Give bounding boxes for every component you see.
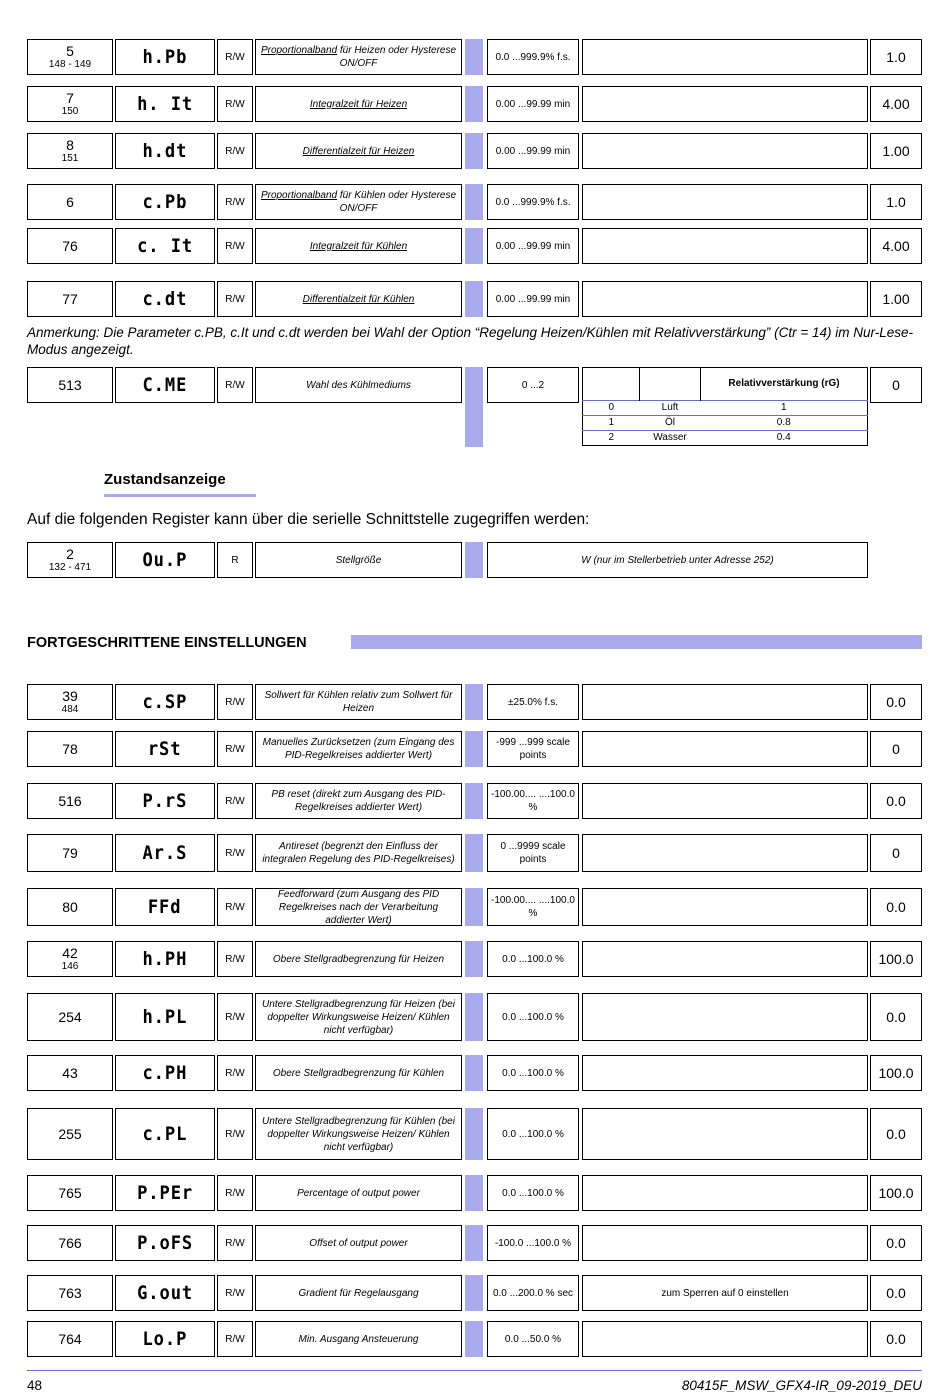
default-value: 0.0 bbox=[870, 684, 922, 720]
address-main: 255 bbox=[58, 1125, 82, 1142]
register-address bbox=[27, 1275, 113, 1311]
notes-cell bbox=[582, 281, 868, 317]
parameter-description: Untere Stellgradbegrenzung für Heizen (bei doppelter Wirkungsweise Heizen/ Kühlen nicht verfügbar) bbox=[255, 993, 462, 1041]
register-address bbox=[27, 993, 113, 1041]
parameter-description: Offset of output power bbox=[255, 1225, 462, 1261]
display-code bbox=[115, 228, 215, 264]
code-text: c.SP bbox=[142, 691, 188, 713]
default-value: 1.00 bbox=[870, 133, 922, 169]
notes-cell bbox=[582, 941, 868, 977]
table-row bbox=[583, 431, 868, 446]
display-code bbox=[115, 888, 215, 926]
default-value: 100.0 bbox=[870, 1055, 922, 1091]
value-range: 0 ...2 bbox=[487, 367, 579, 403]
address-main: 76 bbox=[62, 237, 78, 254]
description-underlined: Integralzeit für Kühlen bbox=[309, 240, 408, 252]
notes-cell bbox=[582, 888, 868, 926]
access-mode: R/W bbox=[217, 684, 253, 720]
notes-cell bbox=[582, 1175, 868, 1211]
register-address bbox=[27, 731, 113, 767]
access-mode: R/W bbox=[217, 228, 253, 264]
table-header: Relativverstärkung (rG) bbox=[701, 368, 868, 401]
value-range: 0.00 ...99.99 min bbox=[487, 133, 579, 169]
address-main: 77 bbox=[62, 290, 78, 307]
code-text: rSt bbox=[148, 738, 182, 760]
table-cell: 1 bbox=[780, 402, 787, 414]
address-main: 763 bbox=[58, 1284, 82, 1301]
code-text: FFd bbox=[148, 896, 182, 918]
code-text: h.PL bbox=[142, 1006, 188, 1028]
table-cell: Öl bbox=[665, 417, 675, 429]
address-main: 80 bbox=[62, 898, 78, 915]
parameter-description bbox=[255, 39, 462, 75]
parameter-description: Obere Stellgradbegrenzung für Kühlen bbox=[255, 1055, 462, 1091]
document-id: 80415F_MSW_GFX4-IR_09-2019_DEU bbox=[681, 1378, 922, 1393]
default-value: 100.0 bbox=[870, 1175, 922, 1211]
table-row bbox=[0, 941, 950, 977]
value-range: -100.00.... ....100.0 % bbox=[487, 888, 579, 926]
description-rest: für Heizen oder Hysterese ON/OFF bbox=[337, 45, 457, 69]
table-cell: Luft bbox=[661, 402, 679, 414]
address-sub: 148 - 149 bbox=[48, 59, 92, 70]
value-range: 0.0 ...100.0 % bbox=[487, 941, 579, 977]
code-text: h.dt bbox=[142, 140, 188, 162]
address-main: 513 bbox=[58, 376, 82, 393]
address-main: 6 bbox=[66, 193, 74, 210]
table-cell: 0.4 bbox=[776, 432, 791, 444]
access-mode: R/W bbox=[217, 1108, 253, 1160]
parameter-description: Sollwert für Kühlen relativ zum Sollwert für Heizen bbox=[255, 684, 462, 720]
code-text: Ou.P bbox=[142, 549, 188, 571]
notes-cell bbox=[582, 993, 868, 1041]
table-row bbox=[0, 1108, 950, 1160]
default-value: 0.0 bbox=[870, 1321, 922, 1357]
display-code bbox=[115, 39, 215, 75]
notes-cell bbox=[582, 783, 868, 819]
default-value: 0.0 bbox=[870, 993, 922, 1041]
access-mode: R/W bbox=[217, 1055, 253, 1091]
code-text: G.out bbox=[137, 1282, 193, 1304]
notes-cell bbox=[582, 1225, 868, 1261]
row-accent-bar bbox=[465, 731, 483, 767]
register-address bbox=[27, 228, 113, 264]
access-mode: R/W bbox=[217, 783, 253, 819]
register-address bbox=[27, 1225, 113, 1261]
row-accent-bar bbox=[465, 941, 483, 977]
row-accent-bar bbox=[465, 228, 483, 264]
register-address bbox=[27, 542, 113, 578]
row-accent-bar bbox=[465, 834, 483, 872]
default-value: 4.00 bbox=[870, 86, 922, 122]
code-text: P.oFS bbox=[137, 1232, 193, 1254]
code-text: h.Pb bbox=[142, 46, 188, 68]
row-accent-bar bbox=[465, 1225, 483, 1261]
access-mode: R/W bbox=[217, 731, 253, 767]
value-range: 0.0 ...999.9% f.s. bbox=[487, 184, 579, 220]
parameter-description: Gradient für Regelausgang bbox=[255, 1275, 462, 1311]
register-address bbox=[27, 281, 113, 317]
code-text: h.PH bbox=[142, 948, 188, 970]
description-rest: für Kühlen oder Hysterese ON/OFF bbox=[337, 190, 457, 214]
access-mode: R/W bbox=[217, 834, 253, 872]
value-range: ±25.0% f.s. bbox=[487, 684, 579, 720]
row-cdt bbox=[0, 281, 950, 317]
parameter-description bbox=[255, 281, 462, 317]
address-sub: 151 bbox=[61, 153, 79, 164]
register-address bbox=[27, 1175, 113, 1211]
address-main: 43 bbox=[62, 1064, 78, 1081]
table-row bbox=[0, 834, 950, 872]
default-value: 1.0 bbox=[870, 184, 922, 220]
row-accent-bar bbox=[465, 86, 483, 122]
row-accent-bar bbox=[465, 1055, 483, 1091]
row-accent-bar bbox=[465, 39, 483, 75]
register-address bbox=[27, 1055, 113, 1091]
notes-cell bbox=[582, 731, 868, 767]
access-note: W (nur im Stellerbetrieb unter Adresse 252) bbox=[487, 542, 868, 578]
notes-cell bbox=[582, 1108, 868, 1160]
parameter-description: Stellgröße bbox=[255, 542, 462, 578]
access-mode: R/W bbox=[217, 1321, 253, 1357]
value-range: -100.00.... ....100.0 % bbox=[487, 783, 579, 819]
access-mode: R/W bbox=[217, 133, 253, 169]
notes-cell bbox=[582, 834, 868, 872]
parameter-description: Untere Stellgradbegrenzung für Kühlen (bei doppelter Wirkungsweise Heizen/ Kühlen nicht verfügbar) bbox=[255, 1108, 462, 1160]
default-value: 0.0 bbox=[870, 888, 922, 926]
address-main: 8 bbox=[66, 137, 74, 153]
default-value: 1.0 bbox=[870, 39, 922, 75]
row-accent-bar bbox=[465, 1275, 483, 1311]
cooling-medium-table bbox=[582, 367, 868, 446]
row-accent-bar bbox=[465, 367, 483, 447]
access-mode: R/W bbox=[217, 993, 253, 1041]
value-range: 0.00 ...99.99 min bbox=[487, 86, 579, 122]
access-mode: R/W bbox=[217, 86, 253, 122]
display-code bbox=[115, 684, 215, 720]
table-row bbox=[0, 731, 950, 767]
display-code bbox=[115, 1175, 215, 1211]
register-address bbox=[27, 783, 113, 819]
parameter-description: Antireset (begrenzt den Einfluss der integralen Regelung des PID-Regelkreises) bbox=[255, 834, 462, 872]
row-accent-bar bbox=[465, 684, 483, 720]
notes-cell bbox=[582, 684, 868, 720]
notes-cell bbox=[582, 86, 868, 122]
table-row bbox=[0, 684, 950, 720]
default-value: 1.00 bbox=[870, 281, 922, 317]
register-address bbox=[27, 86, 113, 122]
address-sub: 132 - 471 bbox=[48, 562, 92, 573]
address-main: 766 bbox=[58, 1234, 82, 1251]
parameter-description bbox=[255, 228, 462, 264]
row-accent-bar bbox=[465, 281, 483, 317]
default-value: 100.0 bbox=[870, 941, 922, 977]
row-accent-bar bbox=[465, 783, 483, 819]
display-code bbox=[115, 834, 215, 872]
notes-cell bbox=[582, 1321, 868, 1357]
display-code bbox=[115, 1225, 215, 1261]
code-text: c.PH bbox=[142, 1062, 188, 1084]
code-text: c.PL bbox=[142, 1123, 188, 1145]
address-main: 79 bbox=[62, 844, 78, 861]
address-main: 7 bbox=[66, 90, 74, 106]
code-text: c.dt bbox=[142, 288, 188, 310]
description-underlined: Proportionalband bbox=[260, 190, 338, 201]
notes-cell bbox=[582, 39, 868, 75]
register-address bbox=[27, 834, 113, 872]
code-text: P.rS bbox=[142, 790, 188, 812]
value-range: 0 ...9999 scale points bbox=[487, 834, 579, 872]
display-code bbox=[115, 86, 215, 122]
row-accent-bar bbox=[465, 888, 483, 926]
code-text: c.Pb bbox=[142, 191, 188, 213]
section-bar bbox=[351, 635, 922, 649]
row-accent-bar bbox=[465, 133, 483, 169]
default-value: 0.0 bbox=[870, 1108, 922, 1160]
parameter-description: Feedforward (zum Ausgang des PID Regelkreises nach der Verarbeitung addierter Wert) bbox=[255, 888, 462, 926]
register-address bbox=[27, 184, 113, 220]
value-range: 0.0 ...100.0 % bbox=[487, 1175, 579, 1211]
row-hpb bbox=[0, 39, 950, 75]
access-mode: R/W bbox=[217, 888, 253, 926]
table-row bbox=[583, 416, 868, 431]
row-cpb bbox=[0, 184, 950, 220]
parameter-description: PB reset (direkt zum Ausgang des PID-Regelkreises addierter Wert) bbox=[255, 783, 462, 819]
section-title: FORTGESCHRITTENE EINSTELLUNGEN bbox=[27, 635, 307, 651]
access-mode: R/W bbox=[217, 941, 253, 977]
value-range: 0.0 ...100.0 % bbox=[487, 1108, 579, 1160]
status-heading: Zustandsanzeige bbox=[104, 471, 226, 488]
row-accent-bar bbox=[465, 184, 483, 220]
parameter-description: Obere Stellgradbegrenzung für Heizen bbox=[255, 941, 462, 977]
parameter-description: Min. Ausgang Ansteuerung bbox=[255, 1321, 462, 1357]
register-address bbox=[27, 684, 113, 720]
row-accent-bar bbox=[465, 993, 483, 1041]
intro-text: Auf die folgenden Register kann über die serielle Schnittstelle zugegriffen werden: bbox=[27, 511, 590, 528]
parameter-description: Wahl des Kühlmediums bbox=[255, 367, 462, 403]
address-main: 516 bbox=[58, 792, 82, 809]
value-range: 0.00 ...99.99 min bbox=[487, 228, 579, 264]
table-row bbox=[0, 1225, 950, 1261]
access-mode: R/W bbox=[217, 1275, 253, 1311]
code-text: Lo.P bbox=[142, 1328, 188, 1350]
description-underlined: Integralzeit für Heizen bbox=[309, 98, 408, 110]
display-code bbox=[115, 367, 215, 403]
table-row bbox=[0, 993, 950, 1041]
display-code bbox=[115, 941, 215, 977]
parameter-description bbox=[255, 184, 462, 220]
parameter-description: Percentage of output power bbox=[255, 1175, 462, 1211]
access-mode: R/W bbox=[217, 184, 253, 220]
default-value: 0.0 bbox=[870, 1275, 922, 1311]
table-row bbox=[583, 401, 868, 416]
table-row bbox=[0, 888, 950, 926]
address-sub: 146 bbox=[61, 961, 79, 972]
display-code bbox=[115, 281, 215, 317]
table-cell: 2 bbox=[608, 432, 615, 444]
row-accent-bar bbox=[465, 1175, 483, 1211]
description-underlined: Differentialzeit für Heizen bbox=[302, 145, 415, 157]
register-address bbox=[27, 941, 113, 977]
code-text: Ar.S bbox=[142, 842, 188, 864]
value-range: 0.0 ...100.0 % bbox=[487, 993, 579, 1041]
table-cell: Wasser bbox=[653, 432, 687, 444]
parameter-description bbox=[255, 133, 462, 169]
value-range: 0.0 ...999.9% f.s. bbox=[487, 39, 579, 75]
default-value: 4.00 bbox=[870, 228, 922, 264]
table-row bbox=[0, 1055, 950, 1091]
default-value: 0 bbox=[870, 834, 922, 872]
default-value: 0.0 bbox=[870, 1225, 922, 1261]
display-code bbox=[115, 783, 215, 819]
address-main: 765 bbox=[58, 1184, 82, 1201]
heading-underline bbox=[104, 494, 256, 497]
register-address bbox=[27, 367, 113, 403]
value-range: 0.00 ...99.99 min bbox=[487, 281, 579, 317]
row-accent-bar bbox=[465, 1108, 483, 1160]
parameter-description bbox=[255, 86, 462, 122]
display-code bbox=[115, 993, 215, 1041]
display-code bbox=[115, 1055, 215, 1091]
table-cell: 0 bbox=[608, 402, 615, 414]
access-mode: R/W bbox=[217, 281, 253, 317]
access-mode: R/W bbox=[217, 39, 253, 75]
code-text: C.ME bbox=[142, 374, 188, 396]
address-main: 764 bbox=[58, 1330, 82, 1347]
row-oup bbox=[0, 542, 950, 578]
address-sub: 150 bbox=[61, 106, 79, 117]
access-mode: R bbox=[217, 542, 253, 578]
notes-cell bbox=[582, 133, 868, 169]
table-row bbox=[0, 1175, 950, 1211]
table-row bbox=[0, 1321, 950, 1357]
parameter-description: Manuelles Zurücksetzen (zum Eingang des PID-Regelkreises addierter Wert) bbox=[255, 731, 462, 767]
value-range: 0.0 ...50.0 % bbox=[487, 1321, 579, 1357]
default-value: 0 bbox=[870, 367, 922, 403]
footer-divider bbox=[27, 1370, 922, 1371]
table-row bbox=[0, 1275, 950, 1311]
page-number: 48 bbox=[27, 1378, 43, 1393]
value-range: -999 ...999 scale points bbox=[487, 731, 579, 767]
display-code bbox=[115, 184, 215, 220]
row-hit bbox=[0, 86, 950, 122]
code-text: P.PEr bbox=[137, 1182, 193, 1204]
address-main: 42 bbox=[62, 945, 78, 961]
default-value: 0.0 bbox=[870, 783, 922, 819]
address-main: 39 bbox=[62, 688, 78, 704]
address-main: 78 bbox=[62, 740, 78, 757]
register-address bbox=[27, 1108, 113, 1160]
address-main: 254 bbox=[58, 1008, 82, 1025]
table-row bbox=[0, 783, 950, 819]
description-underlined: Proportionalband bbox=[260, 45, 338, 56]
notes-cell bbox=[582, 184, 868, 220]
note-paragraph: Anmerkung: Die Parameter c.PB, c.It und c.dt werden bei Wahl der Option “Regelung Heizen/Kühlen mit Relativverstärkung” (Ctr = 14) im Nur-Lese-Modus angezeigt. bbox=[27, 325, 914, 357]
display-code bbox=[115, 731, 215, 767]
register-address bbox=[27, 133, 113, 169]
display-code bbox=[115, 1275, 215, 1311]
display-code bbox=[115, 133, 215, 169]
access-mode: R/W bbox=[217, 1225, 253, 1261]
notes-cell: zum Sperren auf 0 einstellen bbox=[582, 1275, 868, 1311]
value-range: 0.0 ...100.0 % bbox=[487, 1055, 579, 1091]
row-cit bbox=[0, 228, 950, 264]
register-address bbox=[27, 888, 113, 926]
address-main: 5 bbox=[66, 43, 74, 59]
access-mode: R/W bbox=[217, 1175, 253, 1211]
table-cell: 0.8 bbox=[776, 417, 791, 429]
description-underlined: Differentialzeit für Kühlen bbox=[302, 293, 415, 305]
code-text: h. It bbox=[137, 93, 193, 115]
register-address bbox=[27, 1321, 113, 1357]
display-code bbox=[115, 1108, 215, 1160]
code-text: c. It bbox=[137, 235, 193, 257]
default-value: 0 bbox=[870, 731, 922, 767]
table-header-row bbox=[583, 368, 868, 401]
display-code bbox=[115, 542, 215, 578]
row-accent-bar bbox=[465, 1321, 483, 1357]
address-main: 2 bbox=[66, 546, 74, 562]
row-hdt bbox=[0, 133, 950, 169]
register-address bbox=[27, 39, 113, 75]
row-accent-bar bbox=[465, 542, 483, 578]
value-range: 0.0 ...200.0 % sec bbox=[487, 1275, 579, 1311]
display-code bbox=[115, 1321, 215, 1357]
notes-cell bbox=[582, 1055, 868, 1091]
address-sub: 484 bbox=[61, 704, 79, 715]
value-range: -100.0 ...100.0 % bbox=[487, 1225, 579, 1261]
access-mode: R/W bbox=[217, 367, 253, 403]
table-cell: 1 bbox=[608, 417, 615, 429]
notes-cell bbox=[582, 228, 868, 264]
